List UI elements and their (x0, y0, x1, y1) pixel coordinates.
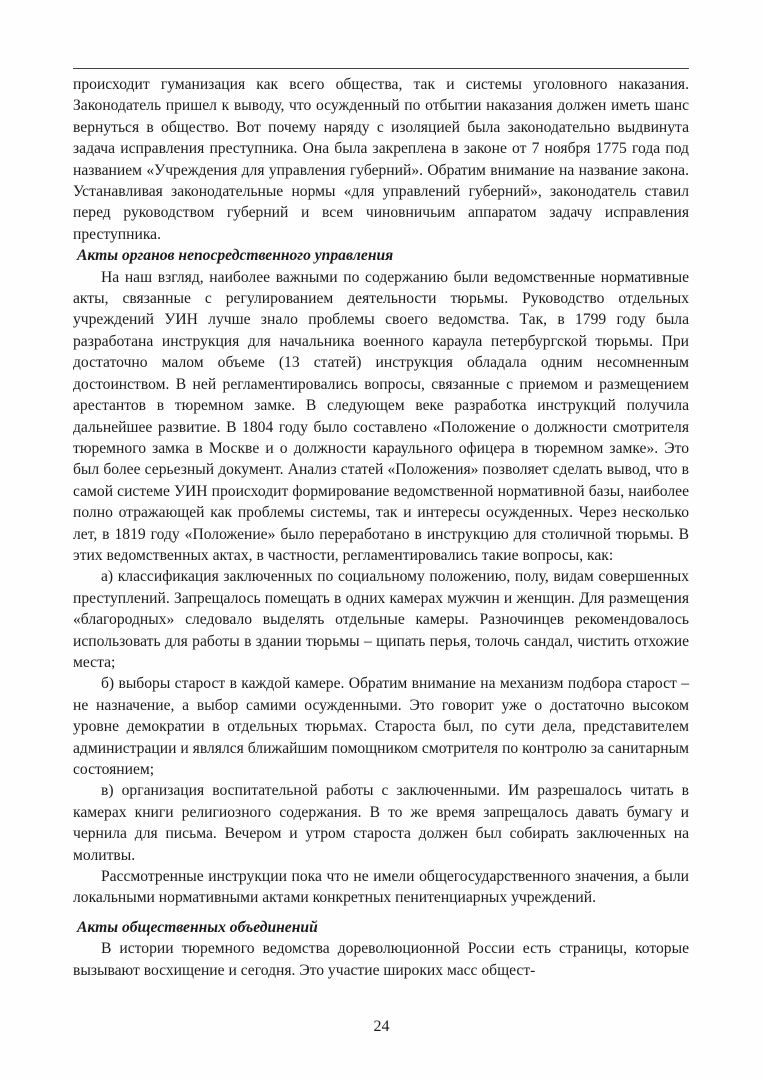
top-rule (73, 68, 689, 69)
list-item-a: а) классификация заключенных по социальному положению, полу, видам совершенных преступлений. Запрещалось помещать в одних камерах мужчин и женщин. Для размещения «благородных» следовало выделять отдельные камеры. Разночинцев рекомендовалось использовать для работы в здании тюрьмы – щипать перья, толочь сандал, чистить отхожие места; (73, 568, 689, 671)
paragraph-conclusion: Рассмотренные инструкции пока что не имели общегосударственного значения, а были локальными нормативными актами конкретных пенитенциарных учреждений. (73, 868, 689, 907)
page-body (73, 74, 689, 981)
paragraph-departmental-acts: На наш взгляд, наиболее важными по содержанию были ведомственные нормативные акты, связанные с регулированием деятельности тюрьмы. Руководство отдельных учреждений УИН лучше знало проблемы своего ведомства. Так, в 1799 году была разработана инструкция для начальника военного караула петербургской тюрьмы. При достаточно малом объеме (13 статей) инструкция обладала одним несомненным достоинством. В ней регламентировались вопросы, связанные с приемом и размещением арестантов в тюремном замке. В следующем веке разработка инструкций получила дальнейшее развитие. В 1804 году было составлено «Положение о должности смотрителя тюремного замка в Москве и о должности караульного офицера в тюремном замке». Это был более серьезный документ. Анализ статей «Положения» позволяет сделать вывод, что в самой системе УИН происходит формирование ведомственной нормативной базы, наиболее полно отражающей как проблемы системы, так и интересы осужденных. Через несколько лет, в 1819 году «Положение» было переработано в инструкцию для столичной тюрьмы. В этих ведомственных актах, в частности, регламентировались такие вопросы, как: (73, 268, 689, 564)
section-heading-public-associations: Акты общественных объединений (77, 918, 318, 936)
page-number: 24 (373, 1018, 390, 1035)
paragraph-continuation: происходит гуманизация как всего общества, так и системы уголовного наказания. Законодатель пришел к выводу, что осужденный по отбытии наказания должен иметь шанс вернуться в общество. Вот почему наряду с изоляцией была законодательно выдвинута задача исправления преступника. Она была закреплена в законе от 7 ноября 1775 года под названием «Учреждения для управления губерний». Обратим внимание на название закона. Устанавливая законодательные нормы «для управлений губерний», законодатель ставил перед руководством губерний и всем чиновничьим аппаратом задачу исправления преступника. (73, 76, 689, 243)
list-item-c: в) организация воспитательной работы с заключенными. Им разрешалось читать в камерах книги религиозного содержания. В то же время запрещалось давать бумагу и чернила для письма. Вечером и утром староста должен был собирать заключенных на молитвы. (73, 782, 689, 864)
list-item-b: б) выборы старост в каждой камере. Обратим внимание на механизм подбора старост – не назначение, а выбор самими осужденными. Это говорит уже о достаточно высоком уровне демократии в отдельных тюрьмах. Староста был, по сути дела, представителем администрации и являлся ближайшим помощником смотрителя по контролю за санитарным состоянием; (73, 675, 689, 778)
paragraph-public-associations: В истории тюремного ведомства дореволюционной России есть страницы, которые вызывают восхищение и сегодня. Это участие широких масс общест- (73, 940, 689, 979)
section-heading-direct-management: Акты органов непосредственного управления (77, 247, 394, 265)
